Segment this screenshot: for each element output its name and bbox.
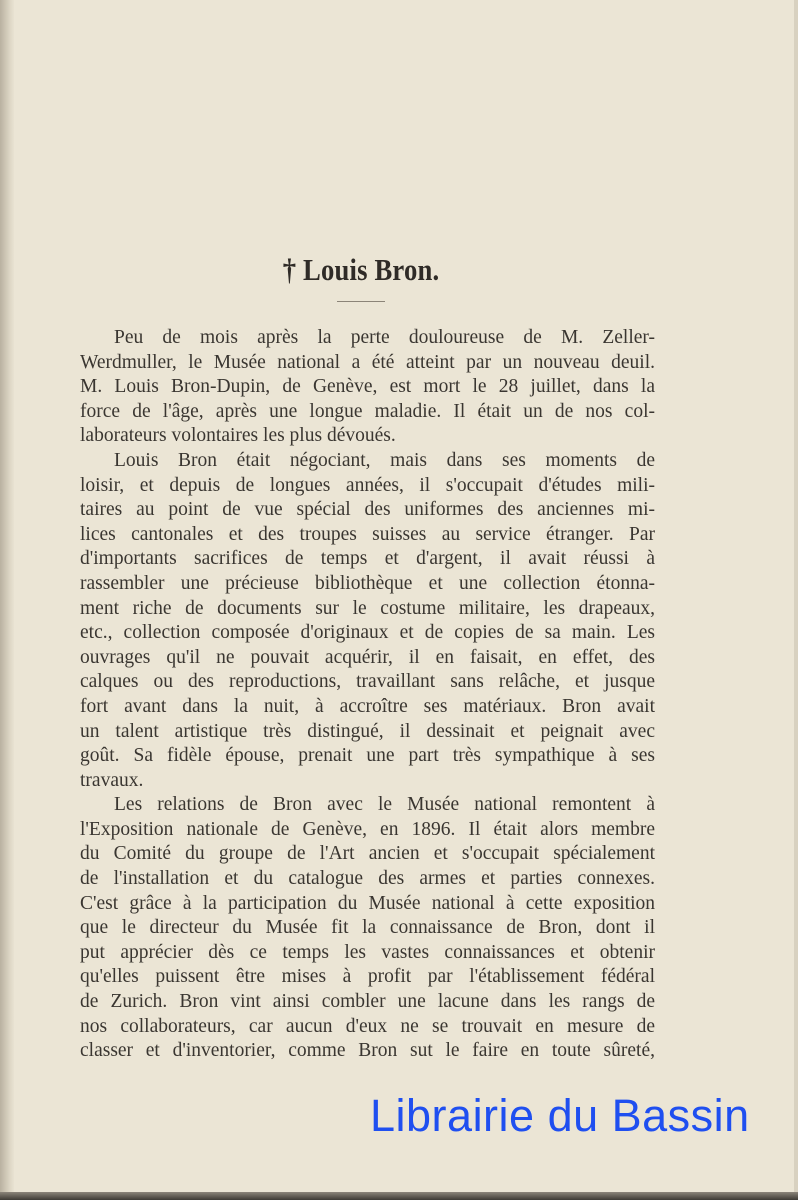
text-line: C'est grâce à la participation du Musée national à cette exposition <box>80 892 655 914</box>
text-line: un talent artistique très distingué, il dessinait et peignait avec <box>80 720 655 742</box>
text-line: ment riche de documents sur le costume militaire, les drapeaux, <box>80 597 655 619</box>
text-line: travaux. <box>80 769 144 791</box>
watermark: Librairie du Bassin <box>370 1090 750 1141</box>
text-line: que le directeur du Musée fit la connaissance de Bron, dont il <box>80 917 655 939</box>
text-line: qu'elles puissent être mises à profit par l'établissement fédéral <box>80 966 655 988</box>
page-bottom-edge <box>0 1192 798 1200</box>
paragraph <box>80 449 655 793</box>
paragraph <box>80 326 655 449</box>
text-line: goût. Sa fidèle épouse, prenait une part très sympathique à ses <box>80 745 655 767</box>
text-line: l'Exposition nationale de Genève, en 1896. Il était alors membre <box>80 818 655 840</box>
text-line: Peu de mois après la perte douloureuse de M. Zeller- <box>114 327 655 348</box>
article-title: † Louis Bron. <box>282 252 440 287</box>
text-line: de l'installation et du catalogue des armes et parties connexes. <box>80 868 655 890</box>
text-line: lices cantonales et des troupes suisses au service étranger. Par <box>80 523 655 545</box>
text-line: de Zurich. Bron vint ainsi combler une lacune dans les rangs de <box>80 991 655 1013</box>
page-left-edge <box>0 0 14 1200</box>
title-divider <box>337 301 385 302</box>
text-line: rassembler une précieuse bibliothèque et une collection étonna- <box>80 572 655 594</box>
text-line: classer et d'inventorier, comme Bron sut le faire en toute sûreté, <box>80 1040 655 1062</box>
text-line: Louis Bron était négociant, mais dans ses moments de <box>114 449 655 471</box>
text-line: force de l'âge, après une longue maladie. Il était un de nos col- <box>80 400 655 422</box>
text-line: taires au point de vue spécial des uniformes des anciennes mi- <box>80 499 655 521</box>
text-line: calques ou des reproductions, travaillant sans relâche, et jusque <box>80 671 655 693</box>
text-line: laborateurs volontaires les plus dévoués. <box>80 425 396 447</box>
text-line: nos collaborateurs, car aucun d'eux ne se trouvait en mesure de <box>80 1015 655 1037</box>
text-line: Les relations de Bron avec le Musée national remontent à <box>114 794 655 816</box>
text-line: put apprécier dès ce temps les vastes connaissances et obtenir <box>80 941 655 963</box>
text-line: fort avant dans la nuit, à accroître ses matériaux. Bron avait <box>80 695 655 717</box>
text-line: loisir, et depuis de longues années, il s'occupait d'études mili- <box>80 474 655 496</box>
text-line: du Comité du groupe de l'Art ancien et s'occupait spécialement <box>80 843 655 865</box>
text-line: ouvrages qu'il ne pouvait acquérir, il en faisait, en effet, des <box>80 646 655 668</box>
text-line: etc., collection composée d'originaux et de copies de sa main. Les <box>80 622 655 644</box>
text-line: d'importants sacrifices de temps et d'argent, il avait réussi à <box>80 548 655 570</box>
paragraph <box>80 793 655 1064</box>
text-line: Werdmuller, le Musée national a été atteint par un nouveau deuil. <box>80 351 655 373</box>
article-body <box>80 326 655 1064</box>
page-right-edge <box>794 0 798 1200</box>
text-line: M. Louis Bron-Dupin, de Genève, est mort le 28 juillet, dans la <box>80 376 655 398</box>
